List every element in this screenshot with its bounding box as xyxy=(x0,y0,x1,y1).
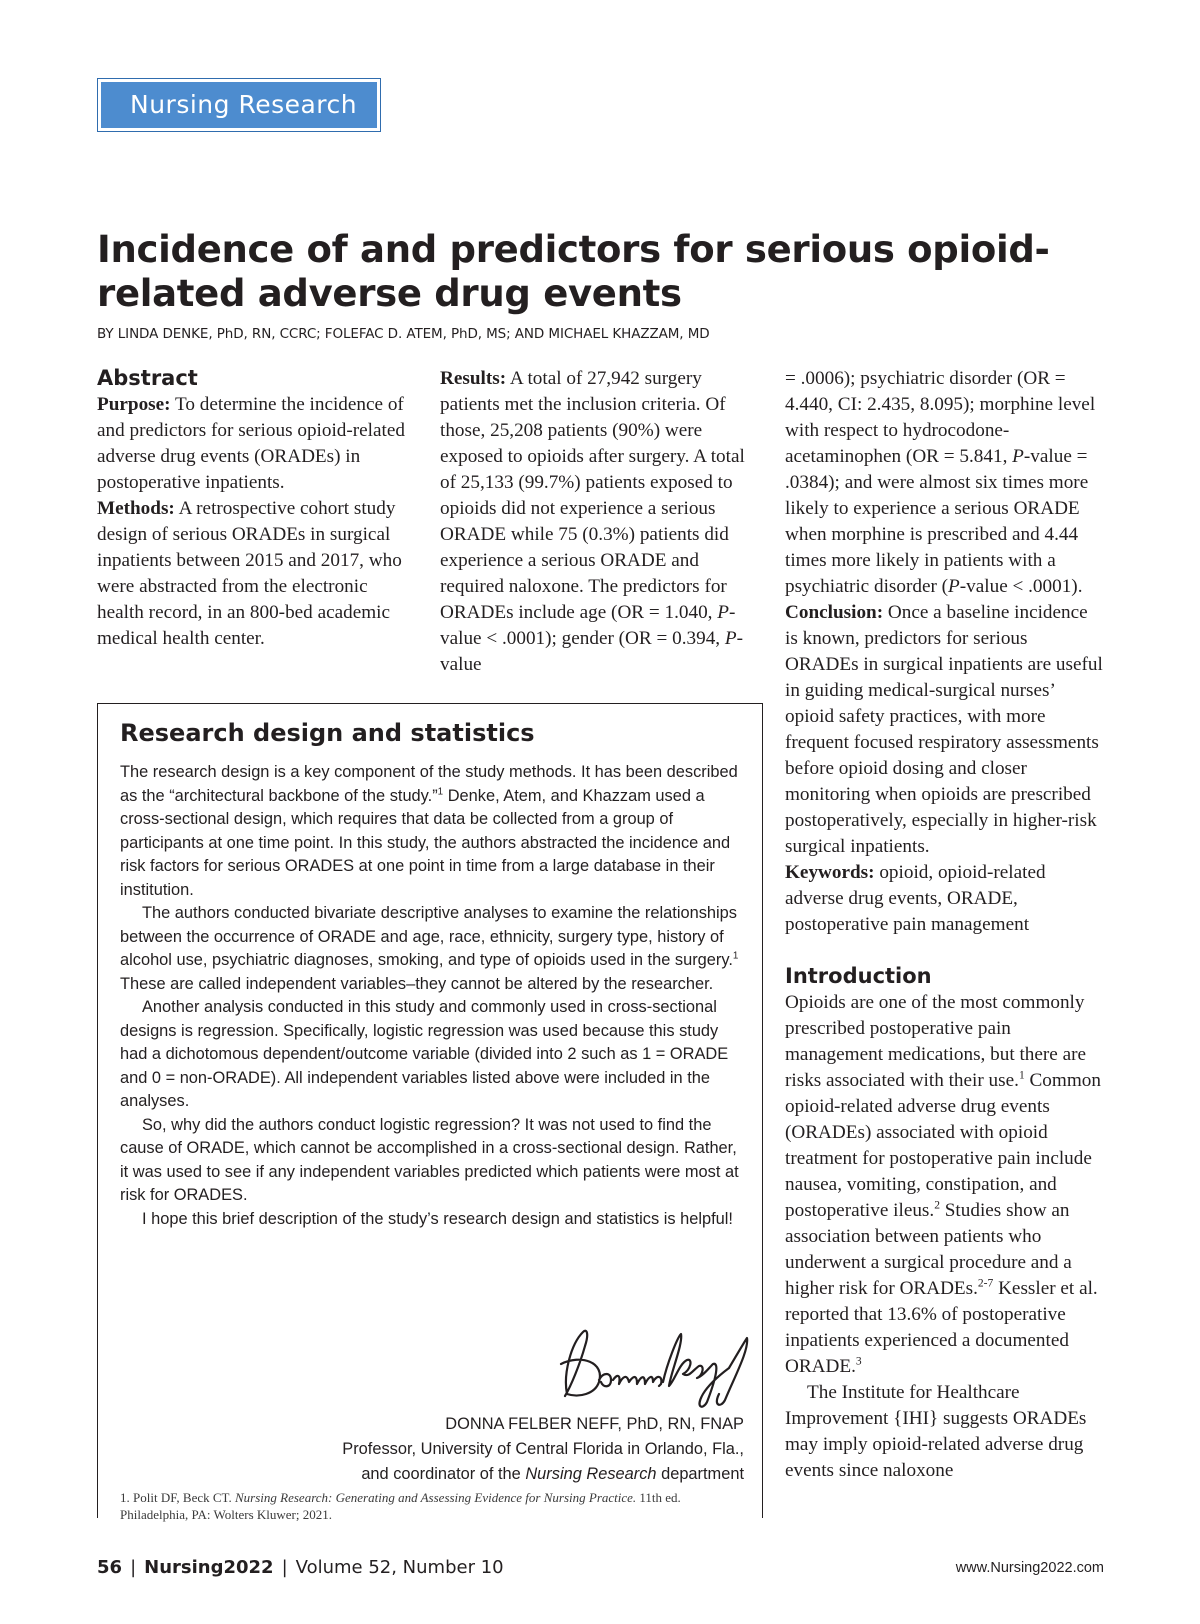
introduction-paragraph-2: The Institute for Healthcare Improvement {IHI} suggests ORADEs may imply opioid-related adverse drug events since naloxone xyxy=(785,1382,1087,1481)
results-text-5: -value = .0384); and were almost six times more likely to experience a serious ORADE when morphine is prescribed and 4.44 times more likely in patients with a psychiatric disorder ( xyxy=(785,446,1089,597)
dept-text: and coordinator of the xyxy=(361,1465,526,1483)
sidebar-body xyxy=(120,761,740,1231)
byline: BY LINDA DENKE, PhD, RN, CCRC; FOLEFAC D. ATEM, PhD, MS; AND MICHAEL KHAZZAM, MD xyxy=(97,326,710,342)
conclusion-label: Conclusion: xyxy=(785,602,884,623)
footer-separator: | xyxy=(130,1557,137,1578)
page-footer xyxy=(97,1557,504,1578)
abstract-column-2 xyxy=(440,366,760,678)
footnote xyxy=(120,1489,740,1523)
intro-text-b: Common opioid-related adverse drug events (ORADEs) associated with opioid treatment for postoperative pain include nausea, vomiting, constipation, and postoperative ileus. xyxy=(785,1070,1101,1221)
results-text-6: -value < .0001). xyxy=(959,576,1083,597)
abstract-keywords xyxy=(785,860,1105,938)
keywords-label: Keywords: xyxy=(785,862,875,883)
abstract-column-1 xyxy=(97,364,407,652)
abstract-purpose xyxy=(97,392,407,496)
abstract-column-3 xyxy=(785,366,1105,1484)
citation: 1 xyxy=(732,950,739,962)
results-text-2: -value < .0001); gender (OR = 0.394, xyxy=(440,602,736,649)
intro-text-d: Kessler et al. reported that 13.6% of postoperative inpatients experienced a documented ORADE. xyxy=(785,1278,1098,1377)
citation: 1 xyxy=(1018,1069,1025,1082)
signature-name: DONNA FELBER NEFF, PhD, RN, FNAP xyxy=(445,1415,744,1433)
footnote-text: 11th ed. Philadelphia, PA: Wolters Kluwer; 2021. xyxy=(120,1490,681,1522)
sidebar-paragraph xyxy=(120,902,740,996)
citation: 2-7 xyxy=(977,1277,994,1290)
results-text-1: A total of 27,942 surgery patients met the inclusion criteria. Of those, 25,208 patients (90%) were exposed to opioids after surgery. A total of 25,133 (99.7%) patients exposed to opioids did not experience a serious ORADE while 75 (0.3%) patients did experience a serious ORADE and required naloxone. The predictors for ORADEs include age (OR = 1.040, xyxy=(440,368,745,623)
research-design-sidebar xyxy=(97,703,763,1522)
section-tag: Nursing Research xyxy=(97,78,381,132)
citation: 3 xyxy=(855,1355,862,1368)
footnote-italic: Nursing Research: Generating and Assessing Evidence for Nursing Practice. xyxy=(235,1490,637,1505)
magazine-name: Nursing2022 xyxy=(144,1557,274,1578)
keywords-text: opioid, opioid-related adverse drug events, ORADE, postoperative pain management xyxy=(785,862,1046,935)
results-label: Results: xyxy=(440,368,507,389)
methods-text: A retrospective cohort study design of serious ORADEs in surgical inpatients between 2015 and 2017, who were abstracted from the electronic health record, in an 800-bed academic medical health center. xyxy=(97,498,402,649)
article-title: Incidence of and predictors for serious opioid-related adverse drug events xyxy=(97,228,1050,315)
footer-url[interactable]: www.Nursing2022.com xyxy=(955,1560,1104,1576)
sidebar-paragraph xyxy=(120,761,740,902)
introduction-heading: Introduction xyxy=(785,964,932,988)
conclusion-text: Once a baseline incidence is known, predictors for serious ORADEs in surgical inpatients are useful in guiding medical-surgical nurses’ opioid safety practices, with more frequent focused respiratory assessments before opioid dosing and closer monitoring when opioids are prescribed postoperatively, especially in higher-risk surgical inpatients. xyxy=(785,602,1103,857)
introduction-paragraph-1 xyxy=(785,990,1105,1380)
signature-department xyxy=(342,1462,744,1487)
intro-text-c: Studies show an association between patients who underwent a surgical procedure and a higher risk for ORADEs. xyxy=(785,1200,1072,1299)
sidebar-paragraph: So, why did the authors conduct logistic regression? It was not used to find the cause of ORADE, which cannot be accomplished in a cross-sectional design. Rather, it was used to see if any independent variables predicted which patients were most at risk for ORADES. xyxy=(120,1115,739,1204)
sidebar-text: The research design is a key component of the study methods. It has been described as the “architectural backbone of the study.” xyxy=(120,763,738,805)
footer-separator: | xyxy=(281,1557,288,1578)
intro-text-a: Opioids are one of the most commonly prescribed postoperative pain management medications, but there are risks associated with their use. xyxy=(785,992,1087,1091)
sidebar-text: The authors conducted bivariate descriptive analyses to examine the relationships between the occurrence of ORADE and age, race, ethnicity, surgery type, history of alcohol use, psychiatric diagnoses, smoking, and type of opioids used in the surgery. xyxy=(120,904,737,969)
signature-block xyxy=(342,1412,744,1487)
results-text-3: -value xyxy=(440,628,744,675)
dept-text: department xyxy=(656,1465,744,1483)
abstract-conclusion xyxy=(785,600,1105,860)
citation: 1 xyxy=(437,786,444,798)
abstract-methods xyxy=(97,496,407,652)
methods-label: Methods: xyxy=(97,498,175,519)
p-italic: P xyxy=(1012,446,1024,467)
citation: 2 xyxy=(934,1199,940,1212)
footnote-text: 1. Polit DF, Beck CT. xyxy=(120,1490,236,1505)
p-italic: P xyxy=(724,628,737,649)
issue-info: Volume 52, Number 10 xyxy=(295,1557,504,1578)
abstract-heading: Abstract xyxy=(97,366,198,390)
dept-italic: Nursing Research xyxy=(525,1465,657,1483)
sidebar-paragraph: I hope this brief description of the study’s research design and statistics is helpful! xyxy=(142,1209,733,1228)
abstract-results xyxy=(440,366,760,678)
purpose-text: To determine the incidence of and predictors for serious opioid-related adverse drug events (ORADEs) in postoperative inpatients. xyxy=(97,394,405,493)
abstract-results-cont xyxy=(785,366,1105,600)
sidebar-text: These are called independent variables–they cannot be altered by the researcher. xyxy=(120,974,714,993)
page-number: 56 xyxy=(97,1557,123,1578)
purpose-label: Purpose: xyxy=(97,394,171,415)
handwritten-signature xyxy=(553,1324,753,1409)
signature-role: Professor, University of Central Florida in Orlando, Fla., xyxy=(342,1440,744,1458)
sidebar-title: Research design and statistics xyxy=(120,719,535,747)
p-italic: P xyxy=(717,602,730,623)
sidebar-text: Denke, Atem, and Khazzam used a cross-sectional design, which requires that data be collected from a group of participants at one time point. In this study, the authors abstracted the incidence and risk factors for serious ORADES at one point in time from a large database in their institution. xyxy=(120,786,731,899)
p-italic: P xyxy=(948,576,960,597)
results-text-4: = .0006); psychiatric disorder (OR = 4.440, CI: 2.435, 8.095); morphine level with respect to hydrocodone-acetaminophen (OR = 5.841, xyxy=(785,368,1096,467)
sidebar-paragraph: Another analysis conducted in this study and commonly used in cross-sectional designs is regression. Specifically, logistic regression was used because this study had a dichotomous dependent/outcome variable (divided into 2 such as 1 = ORADE and 0 = non-ORADE). All independent variables listed above were included in the analyses. xyxy=(120,998,729,1110)
